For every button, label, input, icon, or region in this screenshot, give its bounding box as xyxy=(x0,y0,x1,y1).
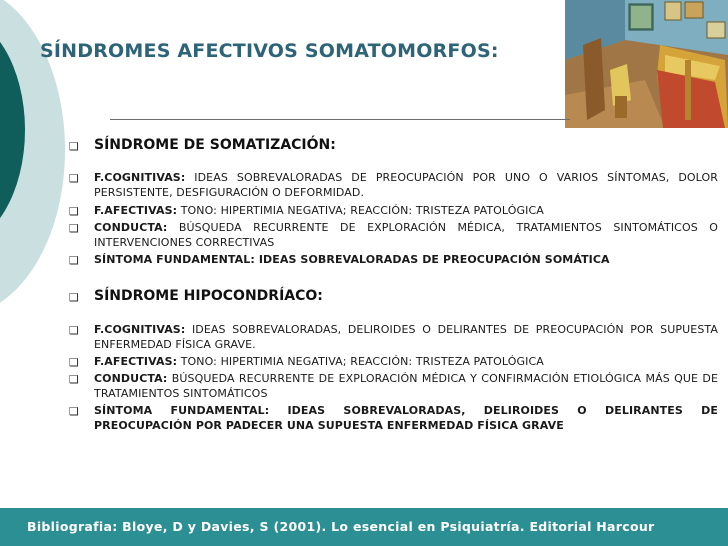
bullet-icon: ❑ xyxy=(69,405,79,418)
bullet-icon: ❑ xyxy=(69,172,79,185)
item-label: F.COGNITIVAS: xyxy=(94,323,186,336)
bullet-icon: ❑ xyxy=(69,291,79,304)
item-text: BÚSQUEDA RECURRENTE DE EXPLORACIÓN MÉDICA Y CONFIRMACIÓN ETIOLÓGICA MÁS QUE DE TRATAMIENTOS SINTOMÁTICOS xyxy=(94,372,718,400)
bullet-icon: ❑ xyxy=(69,373,79,386)
list-item xyxy=(94,252,718,267)
item-text: IDEAS SOBREVALORADAS DE PREOCUPACIÓN POR UNO O VARIOS SÍNTOMAS, DOLOR PERSISTENTE, DESFIGURACIÓN O DEFORMIDAD. xyxy=(94,171,718,199)
list-item xyxy=(94,322,718,352)
bullet-icon: ❑ xyxy=(69,222,79,235)
item-text: TONO: HIPERTIMIA NEGATIVA; REACCIÓN: TRISTEZA PATOLÓGICA xyxy=(177,204,544,217)
bullet-icon: ❑ xyxy=(69,140,79,153)
item-label: F.AFECTIVAS: xyxy=(94,204,178,217)
item-label: CONDUCTA: xyxy=(94,372,168,385)
item-label: SÍNTOMA FUNDAMENTAL: IDEAS SOBREVALORADAS, DELIROIDES O DELIRANTES DE PREOCUPACIÓN POR PADECER UNA SUPUESTA ENFERMEDAD FÍSICA GRAVE xyxy=(94,404,718,432)
item-label: F.COGNITIVAS: xyxy=(94,171,186,184)
item-text: TONO: HIPERTIMIA NEGATIVA; REACCIÓN: TRISTEZA PATOLÓGICA xyxy=(177,355,544,368)
slide-title: SÍNDROMES AFECTIVOS SOMATOMORFOS: xyxy=(40,40,499,62)
item-label: CONDUCTA: xyxy=(94,221,168,234)
section-heading-hipocondriaco: SÍNDROME HIPOCONDRÍACO: xyxy=(94,288,323,304)
item-text: IDEAS SOBREVALORADAS, DELIROIDES O DELIRANTES DE PREOCUPACIÓN POR SUPUESTA ENFERMEDAD FÍSICA GRAVE. xyxy=(94,323,718,351)
list-item xyxy=(94,170,718,200)
painting-image xyxy=(565,0,728,128)
list-item xyxy=(94,403,718,433)
list-item xyxy=(94,203,718,218)
bullet-icon: ❑ xyxy=(69,356,79,369)
list-item xyxy=(94,220,718,250)
bullet-icon: ❑ xyxy=(69,205,79,218)
item-text: BÚSQUEDA RECURRENTE DE EXPLORACIÓN MÉDICA, TRATAMIENTOS SINTOMÁTICOS O INTERVENCIONES CORRECTIVAS xyxy=(94,221,718,249)
bullet-icon: ❑ xyxy=(69,324,79,337)
section-heading-somatizacion: SÍNDROME DE SOMATIZACIÓN: xyxy=(94,137,336,153)
list-item xyxy=(94,371,718,401)
item-label: SÍNTOMA FUNDAMENTAL: IDEAS SOBREVALORADAS DE PREOCUPACIÓN SOMÁTICA xyxy=(94,253,610,266)
bullet-icon: ❑ xyxy=(69,254,79,267)
item-label: F.AFECTIVAS: xyxy=(94,355,178,368)
title-divider xyxy=(110,119,570,120)
bibliography-footer: Bibliografia: Bloye, D y Davies, S (2001). Lo esencial en Psiquiatría. Editorial Harcour xyxy=(27,519,655,534)
list-item xyxy=(94,354,718,369)
